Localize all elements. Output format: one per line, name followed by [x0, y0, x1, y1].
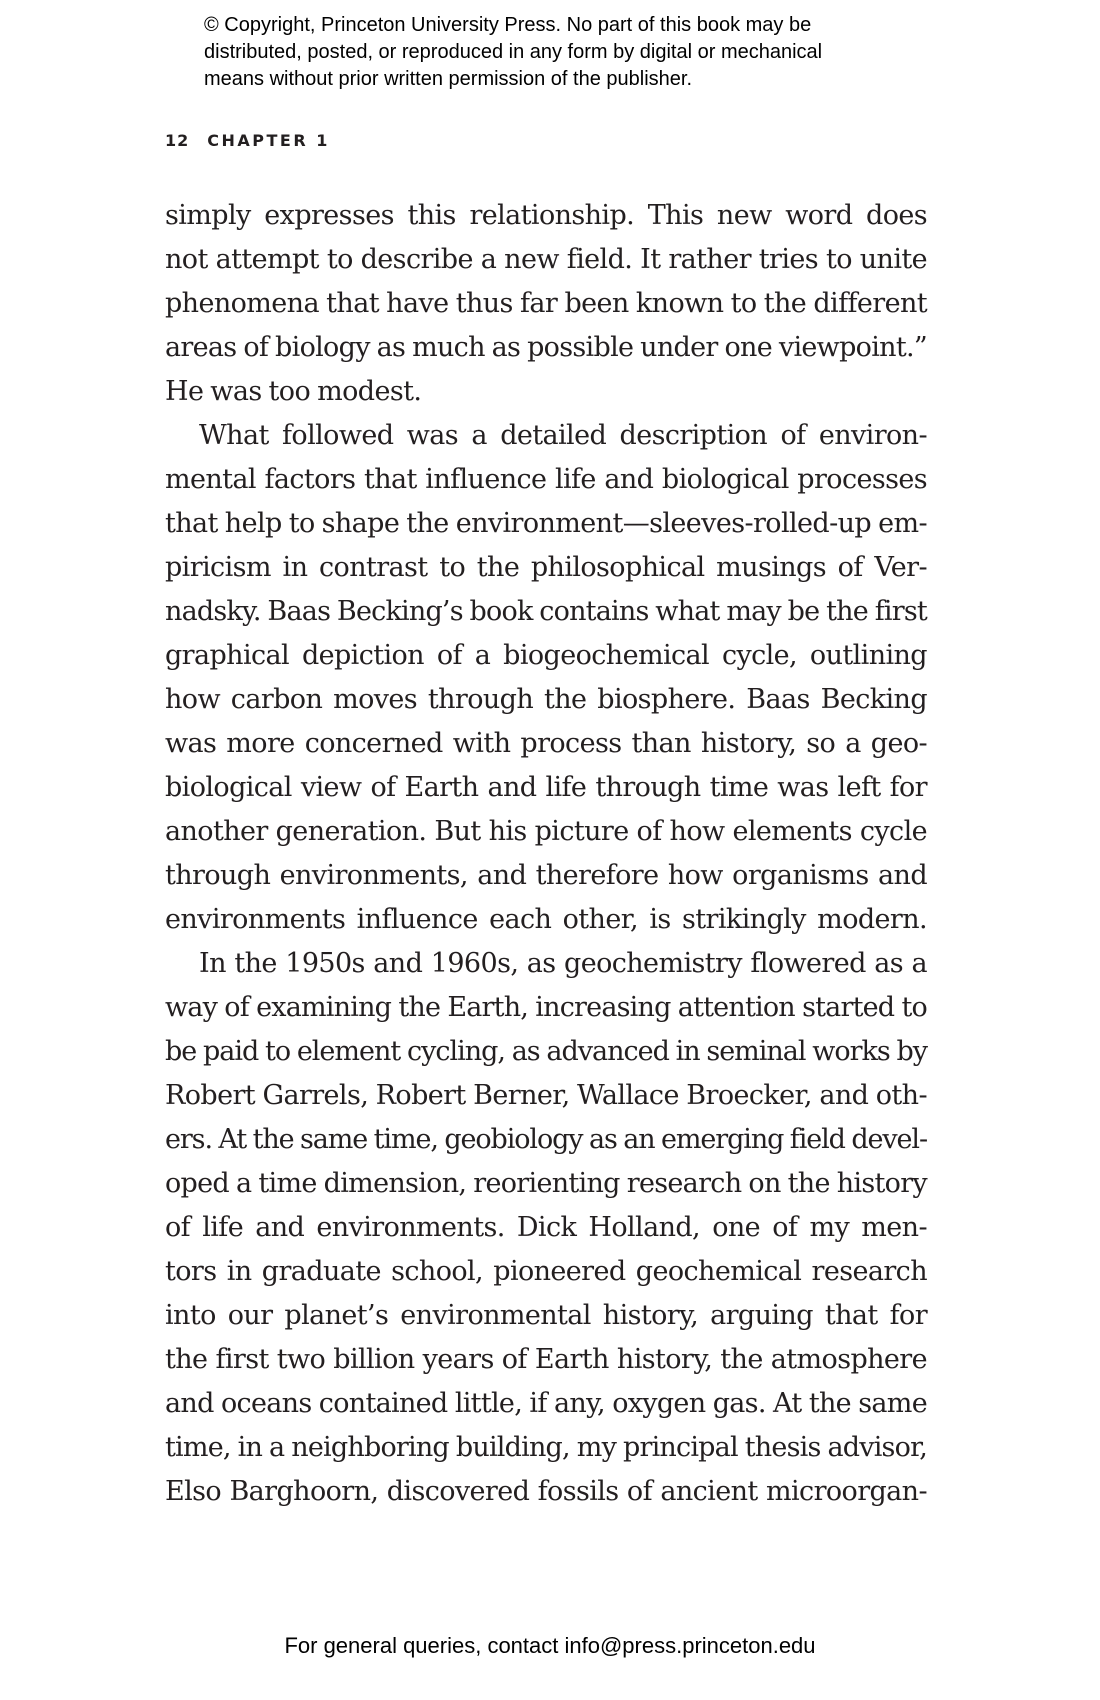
text-line: oped a time dimension, reorienting research on the history: [165, 1168, 927, 1199]
footer-contact: For general queries, contact info@press.princeton.edu: [284, 1633, 816, 1658]
text-line: how carbon moves through the biosphere. Baas Becking: [165, 684, 927, 715]
text-line: He was too modest.: [165, 376, 422, 407]
text-line: ers. At the same time, geobiology as an emerging field devel-: [165, 1124, 927, 1155]
text-line: Robert Garrels, Robert Berner, Wallace Broecker, and oth-: [165, 1080, 927, 1111]
text-line: nadsky. Baas Becking’s book contains what may be the first: [165, 596, 927, 627]
text-line: piricism in contrast to the philosophical musings of Ver-: [165, 552, 927, 583]
chapter-label: CHAPTER 1: [207, 131, 330, 150]
text-line: mental factors that influence life and biological processes: [165, 464, 927, 495]
text-line: and oceans contained little, if any, oxygen gas. At the same: [165, 1388, 927, 1419]
text-line: What followed was a detailed description of environ-: [199, 420, 927, 451]
text-line: areas of biology as much as possible under one viewpoint.”: [165, 332, 927, 363]
text-line: time, in a neighboring building, my principal thesis advisor,: [165, 1432, 927, 1463]
text-line: was more concerned with process than history, so a geo-: [165, 728, 927, 759]
text-line: environments influence each other, is strikingly modern.: [165, 904, 927, 935]
text-line: that help to shape the environment—sleeves-rolled-up em-: [165, 508, 927, 539]
copyright-line: distributed, posted, or reproduced in any form by digital or mechanical: [204, 41, 823, 63]
text-line: of life and environments. Dick Holland, one of my men-: [165, 1212, 927, 1243]
text-line: another generation. But his picture of how elements cycle: [165, 816, 927, 847]
text-line: through environments, and therefore how organisms and: [165, 860, 927, 891]
text-line: not attempt to describe a new field. It rather tries to unite: [165, 244, 927, 275]
text-line: biological view of Earth and life through time was left for: [165, 772, 927, 803]
text-line: Elso Barghoorn, discovered fossils of ancient microorgan-: [165, 1476, 927, 1507]
text-line: In the 1950s and 1960s, as geochemistry flowered as a: [199, 948, 927, 979]
page-number: 12: [165, 131, 190, 150]
text-line: into our planet’s environmental history, arguing that for: [165, 1300, 927, 1331]
text-line: way of examining the Earth, increasing attention started to: [165, 992, 927, 1023]
text-line: graphical depiction of a biogeochemical cycle, outlining: [165, 640, 927, 671]
running-head: [165, 131, 330, 150]
copyright-line: © Copyright, Princeton University Press. No part of this book may be: [204, 14, 812, 36]
text-line: the first two billion years of Earth history, the atmosphere: [165, 1344, 927, 1375]
text-line: simply expresses this relationship. This new word does: [165, 200, 927, 231]
body-text: [165, 194, 927, 1514]
copyright-line: means without prior written permission of the publisher.: [204, 68, 693, 90]
copyright-notice: [204, 12, 924, 93]
text-line: be paid to element cycling, as advanced in seminal works by: [165, 1036, 927, 1067]
text-line: phenomena that have thus far been known to the different: [165, 288, 927, 319]
text-line: tors in graduate school, pioneered geochemical research: [165, 1256, 927, 1287]
